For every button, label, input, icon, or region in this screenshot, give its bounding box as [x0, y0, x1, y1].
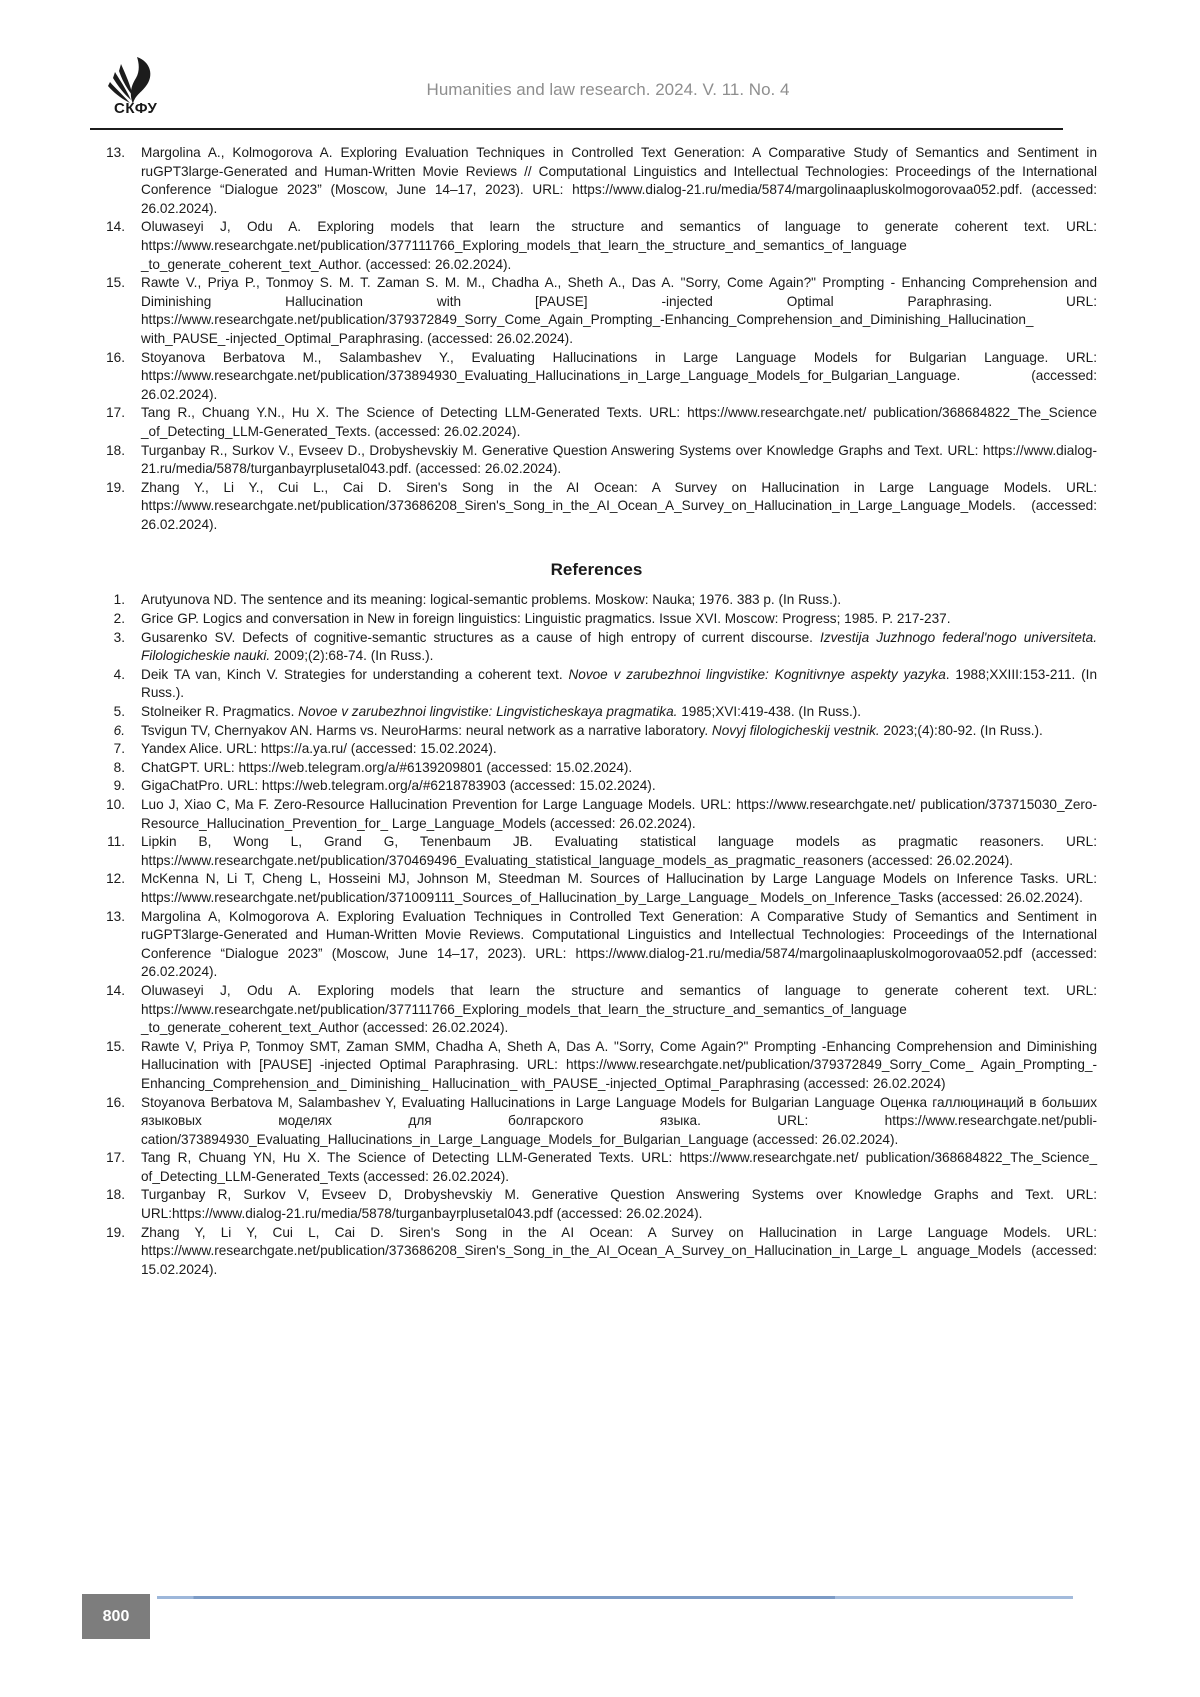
- reference-text: Turganbay R., Surkov V., Evseev D., Drobyshevskiy M. Generative Question Answering Systems over Knowledge Graphs and Text. URL: https://www.dialog-21.ru/media/5878/turganbayrplusetal043.pdf. (accessed: 26.02.2024).: [141, 442, 1097, 477]
- reference-number: 7.: [113, 741, 125, 757]
- reference-item: [96, 870, 1097, 907]
- reference-text: Rawte V, Priya P, Tonmoy SMT, Zaman SMM, Chadha A, Sheth A, Das A. "Sorry, Come Again?" Prompting -Enhancing Comprehension and Diminishing Hallucination with [PAUSE] -injected Optimal Paraphrasing. URL: https://www.researchgate.net/publication/379372849_Sorry_Come_ Again_Prompting_-Enhancing_Comprehension_and_ Diminishing_ Hallucination_ with_PAUSE_-injected_Optimal_Paraphrasing (accessed: 26.02.2024): [141, 1038, 1097, 1091]
- reference-item: [96, 1094, 1097, 1150]
- reference-text: Stoyanova Berbatova M, Salambashev Y, Evaluating Hallucinations in Large Language Models for Bulgarian Language Оценка галлюцинаций в больших языковых моделях для болгарского языка. URL: https://www.researchgate.net/publi-cation/373894930_Evaluating_Hallucinations_in_Large_Language_Models_for_Bulgarian_Language (accessed: 26.02.2024).: [141, 1094, 1097, 1147]
- reference-text: Margolina A., Kolmogorova A. Exploring Evaluation Techniques in Controlled Text Generation: A Comparative Study of Semantics and Sentiment in ruGPT3large-Generated and Human-Written Movie Reviews // Computational Linguistics and Intellectual Technologies: Proceedings of the International Conference “Dialogue 2023” (Moscow, June 14–17, 2023). URL: https://www.dialog-21.ru/media/5874/margolinaapluskolmogorovaa052.pdf. (accessed: 26.02.2024).: [141, 145, 1097, 216]
- reference-text: Oluwaseyi J, Odu A. Exploring models that learn the structure and semantics of language to generate coherent text. URL: https://www.researchgate.net/publication/377111766_Exploring_models_that_learn_the_structure_and_semantics_of_language _to_generate_coherent_text_Author. (accessed: 26.02.2024).: [141, 219, 1097, 272]
- reference-item: [96, 479, 1097, 535]
- reference-number: 12.: [106, 871, 125, 887]
- reference-item: [96, 740, 1097, 759]
- reference-item: [96, 666, 1097, 703]
- header-divider: [90, 128, 1063, 130]
- reference-item: [96, 703, 1097, 722]
- reference-item: [96, 908, 1097, 982]
- reference-text: Margolina A, Kolmogorova A. Exploring Evaluation Techniques in Controlled Text Generation: A Comparative Study of Semantics and Sentiment in ruGPT3large-Generated and Human-Written Movie Reviews. Computational Linguistics and Intellectual Technologies: Proceedings of the International Conference “Dialogue 2023” (Moscow, June 14–17, 2023). URL: https://www.dialog-21.ru/media/5874/margolinaapluskolmogorovaa052.pdf (accessed: 26.02.2024).: [141, 908, 1097, 980]
- reference-number: 19.: [106, 1224, 125, 1240]
- references-list: [96, 591, 1097, 1279]
- reference-text: Zhang Y, Li Y, Cui L, Cai D. Siren's Song in the AI Ocean: A Survey on Hallucination in Large Language Models. URL: https://www.researchgate.net/publication/373686208_Siren's_Song_in_the_AI_Ocean_A_Survey_on_Hallucination_in_Large_L anguage_Models (accessed: 15.02.2024).: [141, 1224, 1097, 1277]
- reference-item: [96, 349, 1097, 405]
- reference-text: Yandex Alice. URL: https://a.ya.ru/ (accessed: 15.02.2024).: [141, 741, 497, 757]
- page-content: [96, 144, 1097, 1279]
- reference-number: 3.: [113, 629, 125, 645]
- reference-number: 11.: [107, 834, 125, 850]
- reference-item: [96, 796, 1097, 833]
- reference-number: 9.: [113, 778, 125, 794]
- reference-number: 10.: [106, 797, 125, 812]
- reference-text: Arutyunova ND. The sentence and its meaning: logical-semantic problems. Moskow: Nauka; 1976. 383 p. (In Russ.).: [141, 592, 842, 608]
- reference-text: Tsvigun TV, Chernyakov AN. Harms vs. NeuroHarms: neural network as a narrative laboratory. Novyj filologicheskij vestnik. 2023;(4):80-92. (In Russ.).: [141, 722, 1043, 738]
- reference-text: Stolneiker R. Pragmatics. Novoe v zarubezhnoi lingvistike: Lingvisticheskaya pragmatika. 1985;XVI:419-438. (In Russ.).: [141, 704, 862, 720]
- reference-number: 1.: [113, 592, 125, 608]
- reference-item: [96, 442, 1097, 479]
- reference-item: [96, 1149, 1097, 1186]
- reference-number: 14.: [106, 219, 125, 235]
- reference-number: 16.: [106, 349, 125, 365]
- reference-text: Rawte V., Priya P., Tonmoy S. M. T. Zaman S. M. M., Chadha A., Sheth A., Das A. "Sorry, Come Again?" Prompting - Enhancing Comprehension and Diminishing Hallucination with [PAUSE] -injected Optimal Paraphrasing. URL: https://www.researchgate.net/publication/379372849_Sorry_Come_Again_Prompting_-Enhancing_Comprehension_and_Diminishing_Hallucination_ with_PAUSE_-injected_Optimal_Paraphrasing. (accessed: 26.02.2024).: [141, 275, 1097, 346]
- reference-number: 2.: [113, 611, 125, 627]
- reference-number: 18.: [106, 442, 125, 458]
- journal-title: Humanities and law research. 2024. V. 11. No. 4: [426, 80, 790, 99]
- reference-item: [96, 629, 1097, 666]
- reference-number: 13.: [106, 145, 125, 160]
- reference-item: [96, 610, 1097, 629]
- reference-item: [96, 144, 1097, 218]
- reference-text: Tang R., Chuang Y.N., Hu X. The Science of Detecting LLM-Generated Texts. URL: https://www.researchgate.net/ publication/368684822_The_Science _of_Detecting_LLM-Generated_Texts. (accessed: 26.02.2024).: [141, 405, 1097, 439]
- page-number: 800: [82, 1594, 150, 1639]
- reference-text: Tang R, Chuang YN, Hu X. The Science of Detecting LLM-Generated Texts. URL: https://www.researchgate.net/ publication/368684822_The_Science_ of_Detecting_LLM-Generated_Texts (accessed: 26.02.2024).: [141, 1150, 1097, 1184]
- reference-text: Stoyanova Berbatova M., Salambashev Y., Evaluating Hallucinations in Large Language Models for Bulgarian Language. URL: https://www.researchgate.net/publication/373894930_Evaluating_Hallucinations_in_Large_Language_Models_for_Bulgarian_Language. (accessed: 26.02.2024).: [141, 349, 1097, 402]
- reference-text: Gusarenko SV. Defects of cognitive-semantic structures as a cause of high entropy of current discourse. Izvestija Juzhnogo federal'nogo universiteta. Filologicheskie nauki. 2009;(2):68-74. (In Russ.).: [141, 629, 1097, 664]
- reference-text: Grice GP. Logics and conversation in New in foreign linguistics: Linguistic pragmatics. Issue XVI. Moscow: Progress; 1985. P. 217-237.: [141, 611, 951, 627]
- reference-text: Zhang Y., Li Y., Cui L., Cai D. Siren's Song in the AI Ocean: A Survey on Hallucination in Large Language Models. URL: https://www.researchgate.net/publication/373686208_Siren's_Song_in_the_AI_Ocean_A_Survey_on_Hallucination_in_Large_Language_Models. (accessed: 26.02.2024).: [141, 479, 1097, 532]
- reference-item: [96, 404, 1097, 441]
- reference-item: [96, 1186, 1097, 1223]
- reference-text: GigaChatPro. URL: https://web.telegram.org/a/#6218783903 (accessed: 15.02.2024).: [141, 778, 656, 794]
- reference-number: 16.: [106, 1094, 125, 1110]
- reference-item: [96, 833, 1097, 870]
- footer-divider: [157, 1596, 1073, 1599]
- reference-number: 6.: [113, 722, 125, 738]
- reference-number: 5.: [113, 704, 125, 720]
- reference-number: 4.: [113, 666, 125, 682]
- reference-item: [96, 759, 1097, 778]
- reference-number: 14.: [106, 982, 125, 998]
- reference-text: Deik TA van, Kinch V. Strategies for understanding a coherent text. Novoe v zarubezhnoi lingvistike: Kognitivnye aspekty yazyka. 1988;XXIII:153-211. (In Russ.).: [141, 666, 1098, 701]
- reference-number: 18.: [106, 1187, 125, 1203]
- reference-item: [96, 218, 1097, 274]
- reference-item: [96, 591, 1097, 610]
- reference-number: 15.: [106, 275, 125, 291]
- reference-item: [96, 777, 1097, 796]
- reference-number: 17.: [106, 1150, 125, 1166]
- reference-item: [96, 274, 1097, 348]
- ncfu-logo-label: СКФУ: [114, 100, 158, 117]
- reference-text: Oluwaseyi J, Odu A. Exploring models that learn the structure and semantics of language to generate coherent text. URL: https://www.researchgate.net/publication/377111766_Exploring_models_that_learn_the_structure_and_semantics_of_language _to_generate_coherent_text_Author (accessed: 26.02.2024).: [141, 982, 1097, 1036]
- reference-text: Luo J, Xiao C, Ma F. Zero-Resource Hallucination Prevention for Large Language Models. URL: https://www.researchgate.net/ publication/373715030_Zero-Resource_Hallucination_Prevention_for_ Large_Language_Models (accessed: 26.02.2024).: [141, 797, 1097, 831]
- reference-number: 15.: [106, 1038, 125, 1054]
- references-heading: References: [550, 560, 643, 580]
- reference-item: [96, 722, 1097, 741]
- reference-number: 17.: [106, 405, 125, 421]
- reference-text: Lipkin B, Wong L, Grand G, Tenenbaum JB. Evaluating statistical language models as pragmatic reasoners. URL: https://www.researchgate.net/publication/370469496_Evaluating_statistical_language_models_as_pragmatic_reasoners (accessed: 26.02.2024).: [141, 834, 1097, 868]
- reference-number: 19.: [106, 479, 125, 495]
- reference-number: 8.: [113, 759, 125, 775]
- reference-item: [96, 982, 1097, 1038]
- reference-text: McKenna N, Li T, Cheng L, Hosseini MJ, Johnson M, Steedman M. Sources of Hallucination by Large Language Models on Inference Tasks. URL: https://www.researchgate.net/publication/371009111_Sources_of_Hallucination_by_Large_Language_ Models_on_Inference_Tasks (accessed: 26.02.2024).: [141, 871, 1097, 905]
- reference-number: 13.: [106, 908, 125, 924]
- reference-item: [96, 1038, 1097, 1094]
- reference-item: [96, 1224, 1097, 1280]
- reference-text: ChatGPT. URL: https://web.telegram.org/a/#6139209801 (accessed: 15.02.2024).: [141, 759, 633, 775]
- page-header: [0, 0, 1200, 140]
- reference-text: Turganbay R, Surkov V, Evseev D, Drobyshevskiy M. Generative Question Answering Systems over Knowledge Graphs and Text. URL: URL:https://www.dialog-21.ru/media/5878/turganbayrplusetal043.pdf (accessed: 26.02.2024).: [141, 1187, 1097, 1222]
- bibliography-list: [96, 144, 1097, 534]
